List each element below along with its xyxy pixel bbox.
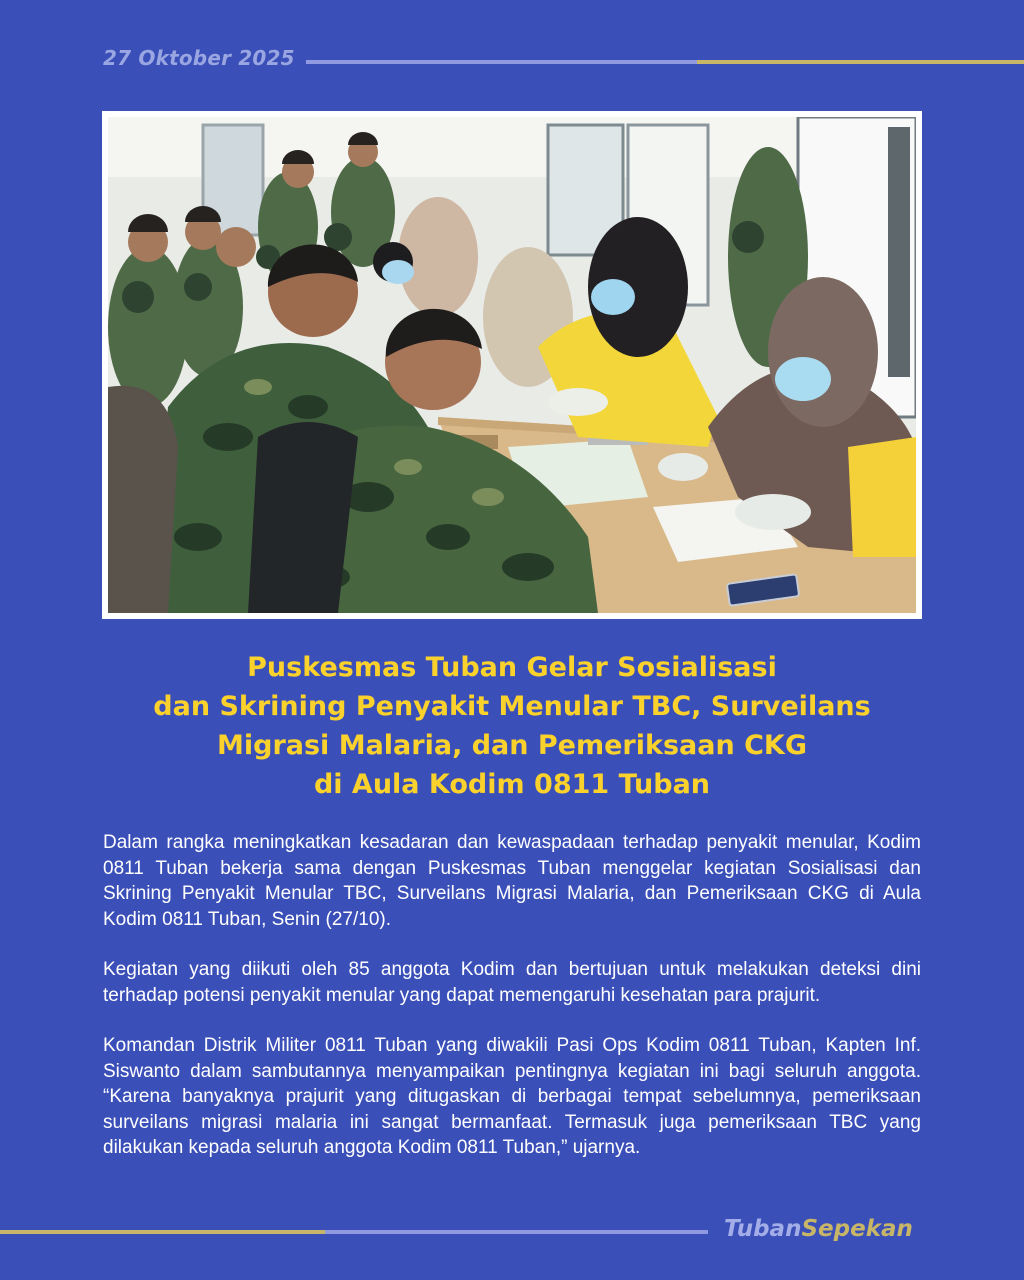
article-paragraph-1: Dalam rangka meningkatkan kesadaran dan kewaspadaan terhadap penyakit menular, Kodim 0811 Tuban bekerja sama dengan Puskesmas Tuban menggelar kegiatan Sosialisasi dan Skrining Penyakit Menular TBC, Surveilans Migrasi Malaria, dan Pemeriksaan CKG di Aula Kodim 0811 Tuban, Senin (27/10). (103, 832, 921, 930)
headline-line-1: Puskesmas Tuban Gelar Sosialisasi (247, 652, 777, 683)
headline-line-2: dan Skrining Penyakit Menular TBC, Surveilans (153, 691, 871, 722)
headline (62, 648, 962, 804)
publish-date: 27 Oktober 2025 (103, 46, 295, 70)
headline-line-3: Migrasi Malaria, dan Pemeriksaan CKG (217, 730, 807, 761)
event-photo (108, 117, 916, 613)
divider-line-gold (697, 60, 1024, 64)
brand-part-2: Sepekan (801, 1216, 913, 1242)
brand-logo (724, 1216, 913, 1242)
date-header (103, 46, 1024, 76)
brand-part-1: Tuban (724, 1216, 802, 1242)
headline-line-4: di Aula Kodim 0811 Tuban (313, 769, 711, 800)
article-paragraph-3: Komandan Distrik Militer 0811 Tuban yang diwakili Pasi Ops Kodim 0811 Tuban, Kapten Inf. Siswanto dalam sambutannya menyampaikan pentingnya kegiatan ini bagi seluruh anggota. “Karena banyaknya prajurit yang ditugaskan di berbagai tempat sebelumnya, pemeriksaan surveilans migrasi malaria ini sangat bermanfaat. Termasuk juga pemeriksaan TBC yang dilakukan kepada seluruh anggota Kodim 0811 Tuban,” ujarnya. (103, 1035, 921, 1158)
footer-line-gold (0, 1230, 328, 1234)
article-paragraph-2: Kegiatan yang diikuti oleh 85 anggota Kodim dan bertujuan untuk melakukan deteksi dini terhadap potensi penyakit menular yang dapat memengaruhi kesehatan para prajurit. (103, 959, 921, 1006)
article-body (103, 830, 921, 1186)
footer-line-blue (325, 1230, 708, 1234)
photo-frame (102, 111, 922, 619)
divider-line-blue (306, 60, 701, 64)
